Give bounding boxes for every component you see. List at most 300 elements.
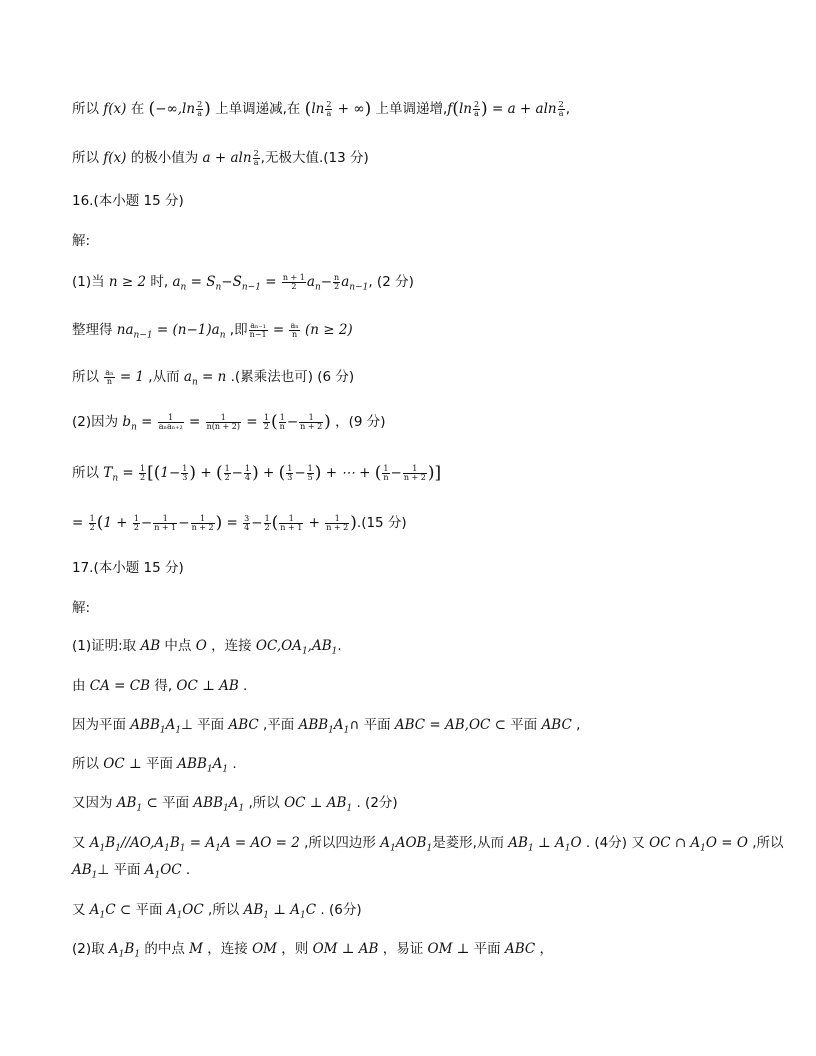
fraction-denominator: 4: [244, 522, 250, 532]
math-expression: −: [178, 515, 190, 531]
text-span: ，则: [276, 941, 313, 957]
math-expression: C ⊂: [105, 902, 132, 918]
math-expression: =: [118, 465, 139, 481]
text-span: ,所以: [203, 902, 244, 918]
fraction-denominator: 4: [244, 472, 251, 482]
math-expression: −∞,ln: [155, 101, 196, 117]
math-expression: T: [103, 465, 113, 481]
math-expression: OM ⊥ AB: [312, 941, 379, 957]
math-expression: AB: [508, 835, 528, 851]
fraction: [286, 465, 293, 482]
fraction: [403, 465, 427, 482]
fraction-numerator: 1: [244, 463, 251, 473]
math-expression: //AO,A: [120, 835, 165, 851]
fraction-denominator: a: [253, 157, 259, 167]
text-span: 所以: [72, 465, 104, 481]
fraction: [104, 369, 114, 386]
fraction-numerator: 2: [197, 99, 203, 109]
text-span: . (2分): [352, 795, 398, 811]
math-subscript: 1: [99, 843, 106, 854]
fraction-numerator: 1: [307, 463, 313, 473]
q17-part1-line3: [72, 716, 580, 740]
fraction-numerator: n: [334, 272, 340, 282]
text-span: .(15 分): [356, 515, 407, 531]
math-subscript: n: [112, 473, 119, 484]
fraction-numerator: 1: [383, 463, 389, 473]
math-expression: A = AO = 2: [220, 835, 300, 851]
text-span: 又: [72, 835, 90, 851]
math-expression: a: [306, 274, 315, 290]
fraction-numerator: 3: [244, 513, 250, 523]
fraction-numerator: 2: [326, 99, 332, 109]
math-expression: A: [212, 756, 223, 772]
math-expression: A: [166, 902, 177, 918]
math-subscript: 1: [136, 803, 143, 814]
text-span: ，连接: [206, 638, 256, 654]
text-span: 又因为: [72, 795, 117, 811]
fraction-denominator: 3: [182, 472, 188, 482]
text-span: (2)取: [72, 941, 109, 957]
math-subscript: 1: [206, 764, 213, 775]
math-expression: b: [122, 414, 132, 430]
fraction: [244, 465, 251, 482]
q16-part2-line3: [72, 514, 407, 532]
fraction-numerator: aₙ: [290, 320, 299, 330]
solution-line-extremum: [72, 149, 369, 167]
math-subscript: 1: [328, 725, 334, 736]
math-subscript: n: [191, 377, 198, 388]
math-bracket: (: [278, 463, 286, 483]
math-subscript: 1: [301, 646, 308, 657]
q17-part2-line1: [72, 940, 553, 964]
fraction-denominator: n: [279, 421, 285, 431]
fraction-numerator: 2: [558, 99, 564, 109]
math-subscript: 1: [159, 725, 166, 736]
text-span: ,从而: [144, 369, 184, 385]
text-span: 的极小值为: [126, 150, 203, 166]
math-subscript: n−1: [241, 282, 261, 293]
math-expression: −S: [221, 274, 242, 290]
math-subscript: 1: [115, 843, 121, 854]
math-subscript: 1: [527, 843, 534, 854]
math-bracket: ): [215, 513, 223, 533]
math-subscript: 1: [91, 870, 98, 881]
math-expression: −: [140, 515, 153, 531]
q16-part1-line2: [72, 321, 353, 345]
fraction-denominator: 2: [133, 522, 139, 532]
q17-part1-line6: [72, 834, 784, 858]
fraction-numerator: 1: [182, 463, 188, 473]
math-expression: = A: [185, 835, 216, 851]
math-expression: OC,OA: [255, 638, 302, 654]
text-span: . (6分): [316, 902, 362, 918]
fraction-denominator: 2: [334, 281, 340, 291]
math-bracket: ): [364, 99, 372, 119]
text-span: .(累乘法也可) (6 分): [226, 369, 355, 385]
math-expression: ABC: [504, 941, 536, 957]
text-span: ,平面: [258, 717, 299, 733]
text-span: ,: [571, 717, 581, 733]
math-expression: f: [447, 101, 453, 117]
math-expression: a + aln: [202, 150, 252, 166]
math-expression: ABC: [228, 717, 259, 733]
question-16-heading: [72, 192, 184, 210]
math-expression: =: [184, 414, 205, 430]
solution-line-monotonic: [72, 100, 570, 118]
q17-part1-line4: [72, 755, 237, 779]
fraction-denominator: n + 1: [154, 522, 177, 532]
math-subscript: n: [180, 282, 187, 293]
math-expression: ABB: [193, 795, 223, 811]
text-span: 平面: [505, 717, 542, 733]
math-subscript: 1: [331, 646, 338, 657]
text-span: .: [337, 638, 342, 654]
fraction-numerator: 1: [191, 515, 215, 524]
math-bracket: ): [252, 463, 259, 483]
math-subscript: 1: [99, 910, 106, 921]
text-span: 又: [72, 902, 90, 918]
math-bracket: ): [189, 463, 197, 483]
math-subscript: 1: [154, 870, 161, 881]
math-expression: = 1: [115, 369, 145, 385]
math-subscript: 1: [300, 910, 306, 921]
math-subscript: n: [314, 282, 321, 293]
math-bracket: (: [374, 463, 382, 483]
math-expression: n ≥ 2: [108, 274, 147, 290]
math-expression: C: [305, 902, 317, 918]
math-expression: OC: [182, 902, 204, 918]
math-expression: O: [195, 638, 207, 654]
text-span: 上单调递减,在: [210, 101, 305, 117]
text-span: ⊥ 平面: [97, 862, 145, 878]
math-expression: AB: [243, 902, 264, 918]
fraction: [249, 322, 268, 339]
text-span: 平面: [157, 795, 194, 811]
math-subscript: 1: [179, 843, 186, 854]
fraction: [382, 465, 389, 482]
math-expression: ABC: [541, 717, 572, 733]
math-subscript: 1: [118, 949, 125, 960]
text-span: ,所以四边形: [299, 835, 381, 851]
fraction-denominator: a: [558, 108, 564, 118]
text-span: ,即: [225, 322, 248, 338]
text-span: 在: [126, 101, 149, 117]
text-span: ∩ 平面: [349, 717, 395, 733]
text-span: ,: [565, 101, 570, 117]
fraction: [558, 101, 565, 118]
text-span: 解:: [72, 600, 91, 616]
fraction: [133, 515, 140, 532]
math-expression: +: [196, 465, 216, 481]
text-span: 所以: [72, 369, 104, 385]
fraction-numerator: 1: [89, 513, 95, 523]
math-subscript: n−1: [133, 330, 153, 341]
text-span: 平面: [131, 902, 167, 918]
math-expression: 1 +: [103, 515, 132, 531]
fraction: [243, 515, 250, 532]
math-expression: =: [242, 414, 262, 430]
q16-part2-line1: [72, 413, 386, 437]
text-span: 整理得: [72, 322, 117, 338]
text-span: ,无极大值.(13 分): [260, 150, 369, 166]
fraction-numerator: 1: [133, 513, 139, 523]
math-bracket: (: [215, 463, 223, 483]
fraction-denominator: n(n + 2): [206, 421, 241, 431]
fraction: [191, 515, 215, 532]
text-span: ，连接: [202, 941, 253, 957]
math-expression: = (n−1)a: [152, 322, 220, 338]
text-span: 17.(本小题 15 分): [72, 560, 184, 576]
math-subscript: 1: [222, 764, 229, 775]
math-expression: OC: [160, 862, 182, 878]
fraction: [289, 322, 299, 339]
math-expression: ⊥ A: [533, 835, 565, 851]
fraction-numerator: 1: [140, 463, 146, 473]
math-expression: A: [380, 835, 390, 851]
math-expression: A: [89, 902, 100, 918]
text-span: ,所以: [244, 795, 285, 811]
math-expression: =: [72, 515, 88, 531]
fraction-denominator: n−1: [249, 329, 267, 339]
math-expression: B: [105, 835, 116, 851]
fraction-denominator: 2: [264, 522, 270, 532]
fraction-numerator: 1: [403, 465, 427, 474]
math-subscript: 1: [564, 843, 571, 854]
math-expression: = n: [197, 369, 227, 385]
text-span: . (4分) 又: [581, 835, 650, 851]
fraction-denominator: a: [474, 108, 479, 118]
math-expression: + ⋯ +: [321, 465, 375, 481]
q17-part1-line5: [72, 794, 398, 818]
fraction-numerator: 1: [153, 515, 177, 524]
math-expression: + ∞: [333, 101, 365, 117]
fraction: [473, 101, 480, 118]
math-expression: A: [108, 941, 119, 957]
math-expression: CA = CB: [89, 678, 151, 694]
fraction: [139, 465, 146, 482]
fraction-numerator: 1: [158, 414, 184, 423]
text-span: 所以: [72, 101, 104, 117]
q16-part2-line2: [72, 464, 441, 488]
math-bracket: (: [304, 99, 312, 119]
math-expression: f(x): [103, 101, 127, 117]
math-bracket: (: [271, 412, 278, 432]
math-expression: ABC = AB,OC ⊂: [394, 717, 506, 733]
text-span: 的中点: [140, 941, 190, 957]
math-subscript: 1: [215, 843, 221, 854]
text-span: .: [228, 756, 237, 772]
math-bracket: (: [452, 99, 459, 119]
math-expression: =: [260, 274, 281, 290]
math-expression: −: [320, 274, 333, 290]
fraction-denominator: 5: [307, 472, 313, 482]
fraction-denominator: a: [326, 108, 332, 118]
fraction: [153, 515, 177, 532]
math-expression: +: [258, 465, 279, 481]
q16-part1-line3: [72, 368, 354, 392]
math-expression: O = O: [705, 835, 748, 851]
math-subscript: 1: [238, 803, 245, 814]
math-expression: 1−: [160, 465, 181, 481]
fraction-numerator: aₙ: [105, 367, 114, 377]
text-span: .: [238, 678, 248, 694]
text-span: 上单调递增,: [371, 101, 448, 117]
math-expression: −: [286, 414, 299, 430]
math-expression: OC ⊥ AB: [176, 678, 239, 694]
math-expression: = S: [186, 274, 216, 290]
fraction-numerator: 1: [224, 463, 230, 473]
math-bracket: ): [324, 412, 331, 432]
math-expression: ⊥ A: [268, 902, 301, 918]
fraction-denominator: 2: [291, 281, 297, 291]
math-expression: −: [390, 465, 402, 481]
fraction-numerator: n + 1: [282, 272, 305, 282]
fraction-numerator: 1: [325, 515, 349, 524]
fraction-numerator: 1: [299, 414, 323, 423]
math-subscript: 1: [164, 843, 170, 854]
math-subscript: n−1: [349, 282, 369, 293]
math-bracket: (: [148, 99, 156, 119]
text-span: 得,: [150, 678, 177, 694]
text-span: 解:: [72, 233, 91, 249]
fraction-denominator: n: [106, 376, 112, 386]
fraction-numerator: aₙ₋₁: [250, 320, 266, 330]
math-expression: ln: [458, 101, 472, 117]
fraction-denominator: aₙaₙ₊₂: [158, 421, 183, 431]
math-expression: OC ⊥ AB: [284, 795, 347, 811]
math-subscript: 1: [426, 843, 433, 854]
fraction: [196, 101, 203, 118]
math-subscript: 1: [343, 725, 350, 736]
text-span: 平面: [469, 941, 505, 957]
fraction: [299, 414, 323, 431]
math-expression: a: [341, 274, 350, 290]
math-expression: ,AB: [307, 638, 332, 654]
question-17-heading: [72, 559, 184, 577]
text-span: ⊥ 平面: [181, 717, 229, 733]
math-expression: f(x): [103, 150, 127, 166]
math-bracket: ): [204, 99, 211, 119]
math-subscript: 1: [263, 910, 269, 921]
math-expression: ABB: [298, 717, 329, 733]
math-expression: OC ⊥: [103, 756, 142, 772]
fraction: [279, 515, 303, 532]
q17-part1-line2: [72, 677, 247, 695]
solution-label: [72, 232, 90, 250]
math-bracket: ): [314, 463, 322, 483]
math-expression: O: [570, 835, 582, 851]
q16-part1-line1: [72, 273, 414, 297]
math-bracket: ]: [434, 463, 442, 483]
math-expression: +: [304, 515, 325, 531]
math-bracket: (: [96, 513, 104, 533]
text-span: ,所以: [747, 835, 784, 851]
fraction: [307, 465, 314, 482]
fraction-numerator: 1: [264, 513, 270, 523]
text-span: ，: [535, 941, 554, 957]
math-expression: a: [172, 274, 181, 290]
text-span: 所以: [72, 756, 104, 772]
fraction-denominator: n: [291, 329, 298, 339]
math-expression: ABB: [177, 756, 207, 772]
text-span: (1)证明:取: [72, 638, 141, 654]
fraction-numerator: 1: [263, 412, 270, 422]
fraction-numerator: 2: [473, 99, 480, 109]
fraction: [264, 515, 271, 532]
fraction-denominator: 2: [89, 522, 95, 532]
fraction-denominator: 2: [140, 472, 146, 482]
math-expression: a: [183, 369, 192, 385]
q17-part1-line1: [72, 637, 342, 661]
text-span: (1)当: [72, 274, 109, 290]
fraction-denominator: 3: [287, 472, 293, 482]
math-expression: AB: [72, 862, 92, 878]
math-expression: =: [222, 515, 243, 531]
math-subscript: 1: [176, 910, 183, 921]
fraction-denominator: n + 2: [326, 522, 349, 532]
fraction: [206, 414, 241, 431]
fraction-denominator: 2: [263, 421, 270, 431]
fraction-denominator: a: [197, 108, 202, 118]
math-bracket: ): [350, 513, 357, 533]
math-expression: OM ⊥: [427, 941, 470, 957]
math-expression: B: [169, 835, 180, 851]
math-bracket: ): [427, 463, 435, 483]
math-expression: A: [228, 795, 239, 811]
fraction: [224, 465, 231, 482]
text-span: 平面: [141, 756, 178, 772]
math-subscript: 1: [700, 843, 706, 854]
math-expression: =: [136, 414, 157, 430]
math-expression: ABB: [130, 717, 160, 733]
q17-part1-line8: [72, 901, 362, 925]
math-subscript: 1: [134, 949, 141, 960]
math-bracket: [: [147, 463, 154, 483]
math-expression: ⊂: [142, 795, 158, 811]
text-span: 因为平面: [72, 717, 131, 733]
math-expression: OC ∩ A: [649, 835, 701, 851]
text-span: 时,: [146, 274, 173, 290]
text-span: 16.(本小题 15 分): [72, 193, 184, 209]
fraction-numerator: 1: [279, 515, 303, 524]
text-span: ，(9 分): [330, 414, 386, 430]
math-expression: A: [165, 717, 176, 733]
fraction: [89, 515, 96, 532]
text-span: 由: [72, 678, 90, 694]
math-expression: −: [231, 465, 243, 481]
fraction-denominator: n: [383, 472, 389, 482]
fraction-denominator: 2: [224, 472, 230, 482]
text-span: ，易证: [378, 941, 428, 957]
text-span: (2)因为: [72, 414, 123, 430]
fraction: [333, 274, 340, 291]
fraction-numerator: 2: [253, 148, 259, 158]
math-expression: M: [189, 941, 203, 957]
text-span: 所以: [72, 150, 104, 166]
math-expression: ln: [311, 101, 325, 117]
math-expression: = a + aln: [487, 101, 557, 117]
fraction: [181, 465, 188, 482]
math-expression: B: [124, 941, 135, 957]
fraction-denominator: n + 2: [191, 522, 214, 532]
math-expression: AOB: [395, 835, 427, 851]
math-subscript: 1: [175, 725, 182, 736]
fraction-denominator: n + 2: [403, 472, 426, 482]
fraction-denominator: n + 2: [300, 421, 323, 431]
math-expression: (n ≥ 2): [300, 322, 353, 338]
math-bracket: ): [481, 99, 488, 119]
fraction: [325, 515, 349, 532]
